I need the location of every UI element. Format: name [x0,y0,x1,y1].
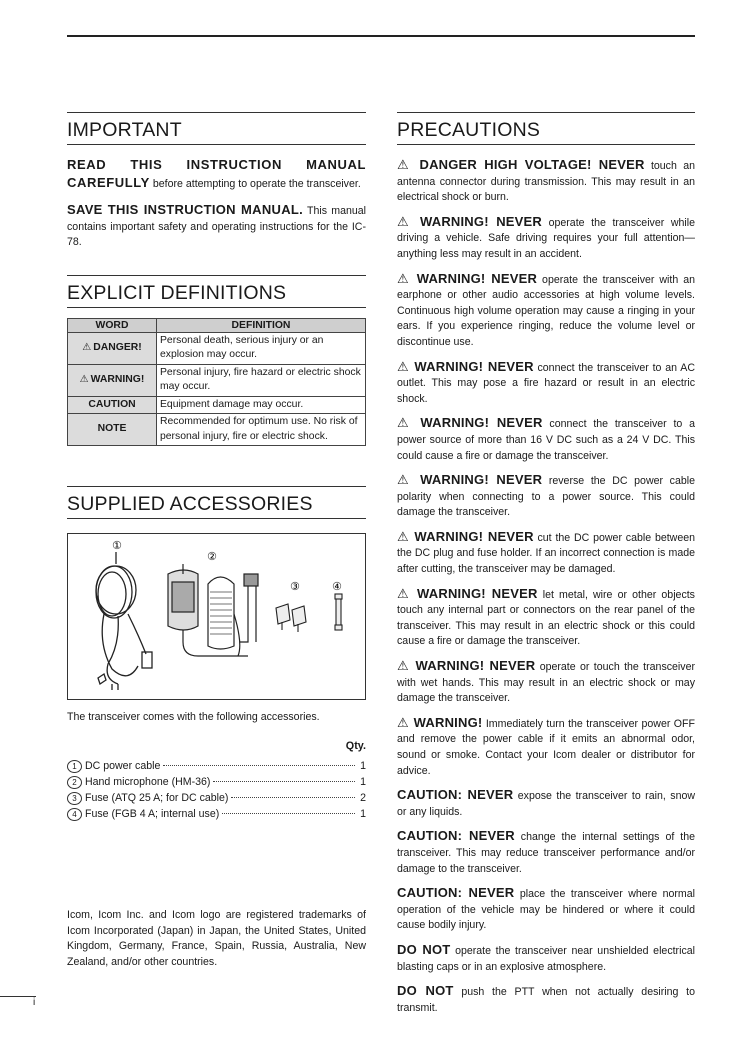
precaution-head: ⚠ WARNING! NEVER [397,528,534,544]
precaution-item [397,586,695,650]
definitions-heading: EXPLICIT DEFINITIONS [67,275,366,308]
precaution-item [397,157,695,206]
column-header-word: WORD [68,318,157,332]
precaution-item [397,885,695,934]
precaution-item [397,472,695,521]
accessories-illustration [67,533,366,700]
precaution-body: change the internal settings of the transceiver. This may reduce transceiver performance and/or damage to the transceiver. [397,831,695,875]
list-item [67,790,366,806]
list-item [67,774,366,790]
table-row [68,414,366,446]
word-label: WARNING! [90,373,145,385]
precaution-head: ⚠ WARNING! NEVER [397,472,543,488]
read-manual-body: before attempting to operate the transceiver. [149,177,361,190]
precaution-head: CAUTION: NEVER [397,885,515,901]
definitions-header-row [68,318,366,332]
precaution-head: ⚠ WARNING! NEVER [397,415,543,431]
accessories-heading: SUPPLIED ACCESSORIES [67,486,366,519]
item-qty: 1 [360,807,366,820]
save-manual-paragraph [67,202,366,251]
list-item [67,806,366,822]
footer-rule [0,996,36,997]
precaution-item [397,214,695,263]
save-manual-body: This manual contains important safety and operating instructions for the IC-78. [67,205,366,248]
precaution-item [397,415,695,464]
save-manual-lead: SAVE THIS INSTRUCTION MANUAL. [67,202,304,217]
table-row [68,364,366,396]
precaution-item [397,828,695,877]
leader-dots [213,781,355,782]
item-number: 2 [67,776,82,789]
precautions-list [397,157,695,1016]
precaution-body: place the transceiver where normal operation of the vehicle may be hindered or where it could cause bodily injury. [397,888,695,932]
precaution-body: cut the DC power cable between the DC plug and fuse holder. If an incorrect connection is made after cutting, the transceiver may be damaged. [397,531,695,576]
item-qty: 2 [360,791,366,804]
item-qty: 1 [360,759,366,772]
callout-4: ④ [332,580,342,593]
precaution-body: expose the transceiver to rain, snow or any liquids. [397,790,695,818]
precaution-body: operate or touch the transceiver with wet hands. This may result in an electric shock or may damage the transceiver. [397,661,695,705]
leader-dots [222,813,355,814]
precaution-body: operate the transceiver near unshielded electrical blasting caps or in an explosive atmosphere. [397,944,695,973]
word-cell [68,364,157,396]
item-label: Fuse (FGB 4 A; internal use) [85,807,220,820]
precaution-head: CAUTION: NEVER [397,787,514,803]
precaution-body: operate the transceiver while driving a vehicle. Safe driving requires your full attention—anything less may result in an accident. [397,216,695,260]
precaution-body: push the PTT when not actually desiring to transmit. [397,986,695,1014]
column-header-definition: DEFINITION [157,318,366,332]
leader-dots [231,797,355,798]
important-heading: IMPORTANT [67,112,366,145]
callout-1: ① [112,539,122,552]
precaution-item [397,942,695,975]
definition-cell: Personal injury, fire hazard or electric shock may occur. [157,364,366,396]
warning-triangle-icon: ⚠ [82,341,92,353]
precaution-head: ⚠ DANGER HIGH VOLTAGE! NEVER [397,157,645,172]
precaution-item [397,271,695,351]
precaution-body: operate the transceiver with an earphone or other audio accessories at high volume levels. Continuous high volume operation may cause a ringing in your ears. If you experience ringing, reduce the volume level or discontinue use. [397,273,695,348]
accessories-drawing [68,534,365,699]
precaution-body: touch an antenna connector during transmission. This may result in an electrical shock or burn. [397,160,695,204]
qty-header: Qty. [345,739,366,752]
precaution-body: Immediately turn the transceiver power OFF and remove the power cable if it emits an abnormal odor, sound or smoke. Contact your Icom dealer or distributor for advice. [397,717,695,777]
accessories-list [67,758,366,822]
read-manual-lead: READ THIS INSTRUCTION MANUAL CAREFULLY [67,157,366,190]
precaution-head: DO NOT [397,941,451,957]
word-cell [68,396,157,414]
precaution-item [397,529,695,578]
precautions-heading: PRECAUTIONS [397,112,695,145]
item-qty: 1 [360,775,366,788]
precaution-head: ⚠ WARNING! NEVER [397,585,538,601]
item-number: 3 [67,792,82,805]
precaution-head: CAUTION: NEVER [397,828,515,844]
precaution-body: connect the transceiver to an AC outlet. This may pose a fire hazard or result in an electric shock. [397,361,695,405]
word-label: DANGER! [93,341,142,353]
precaution-item [397,787,695,820]
word-cell [68,332,157,364]
trademark-notice: Icom, Icom Inc. and Icom logo are registered trademarks of Icom Incorporated (Japan) in Japan, the United States, United Kingdom, Germany, France, Spain, Russia, Australia, New Zealand, and/or other countries. [67,909,366,968]
item-number: 4 [67,808,82,821]
precaution-head: ⚠ WARNING! NEVER [397,658,536,674]
precaution-head: ⚠ WARNING! NEVER [397,270,538,286]
top-rule [67,35,695,37]
precaution-head: ⚠ WARNING! [397,714,483,730]
precaution-head: ⚠ WARNING! NEVER [397,213,542,229]
precaution-item [397,658,695,707]
precaution-head: DO NOT [397,983,454,999]
definition-cell: Equipment damage may occur. [157,396,366,414]
precaution-body: connect the transceiver to a power source of more than 16 V DC such as a 24 V DC. This could cause a fire or damage the transceiver. [397,418,695,462]
table-row [68,332,366,364]
precaution-body: reverse the DC power cable polarity when connecting to a power source. This could damage the transceiver. [397,475,695,519]
callout-3: ③ [290,580,300,593]
item-label: Hand microphone (HM-36) [85,775,211,788]
right-column [397,112,695,1024]
precaution-body: let metal, wire or other objects touch any internal part or connectors on the rear panel of the transceiver. This may result in an electric shock or this could cause a fire or damage the transceiver. [397,588,695,648]
left-column [67,112,366,968]
table-row [68,396,366,414]
item-number: 1 [67,760,82,773]
warning-triangle-icon: ⚠ [79,373,89,385]
definition-cell: Personal death, serious injury or an explosion may occur. [157,332,366,364]
definition-cell: Recommended for optimum use. No risk of personal injury, fire or electric shock. [157,414,366,446]
item-label: Fuse (ATQ 25 A; for DC cable) [85,791,229,804]
list-item [67,758,366,774]
word-cell [68,414,157,446]
precaution-item [397,983,695,1016]
callout-2: ② [207,550,217,563]
precaution-item [397,359,695,408]
dc-power-cable-icon [96,552,152,690]
definitions-table [67,318,366,447]
fuse-atq-icon [276,604,306,632]
precaution-item [397,715,695,779]
accessories-intro: The transceiver comes with the following accessories. [67,711,320,723]
read-manual-paragraph [67,157,366,192]
fuse-fgb-icon [335,594,342,630]
page-number: i [33,997,36,1008]
item-label: DC power cable [85,759,161,772]
word-label: NOTE [97,423,127,435]
precaution-head: ⚠ WARNING! NEVER [397,358,534,374]
word-label: CAUTION [88,398,136,410]
hand-microphone-icon [168,564,258,656]
leader-dots [163,765,355,766]
